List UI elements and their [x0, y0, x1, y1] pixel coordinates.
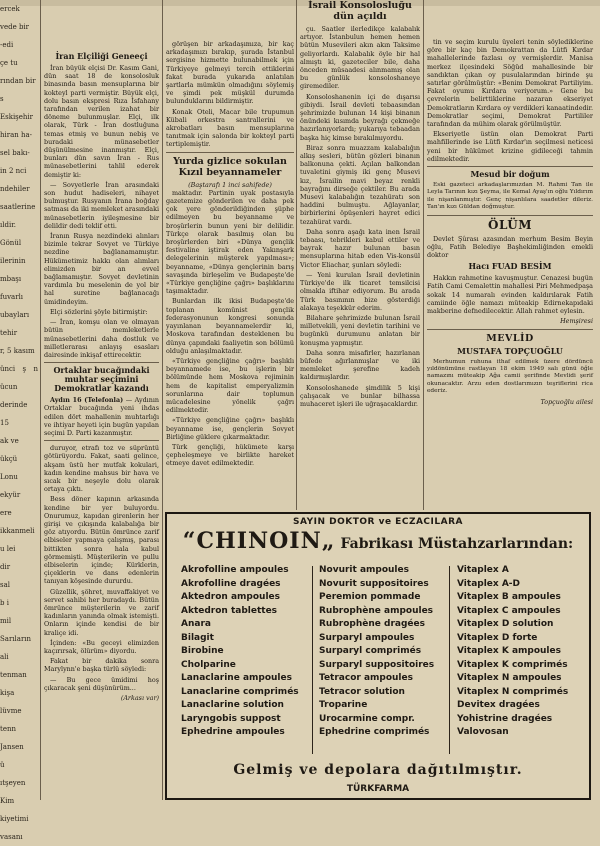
article-kirdar-election: [427, 38, 593, 163]
column-announcements: [427, 0, 593, 510]
ad-product-item: Bilagit: [181, 632, 214, 643]
mevlid-signature: Topçuoğlu ailesi: [540, 397, 593, 406]
ad-product-item: Surparyl ampoules: [319, 632, 415, 643]
paragraph: maktadır. Partinin uyak postasıyla gazetemize gönderilen ve daha pek çok yere gönderildiğinden şüphe edilmeyen bu beyanname ve broşürlerin bunun yeni bir delilidir. Türkçe olarak basılmış olan bu broşürlerden biri «Dünya gençlik festivaline iştirak eden Yakınşark delegelerinin müşterek yapılması»; beyanname, «Dünya gençlerinin barış savaşında birleşelim ve Budapeşte'de «Türkiye gençliğine çağrı» başlıklarını taşımaktadır.: [166, 188, 294, 296]
paragraph: Konak Oteli, Macar bile trupumun Kübali orkestra santrallerini ve akrobatları basın mensuplarına tanıtmak için salonda bir kokteyl parti tertiplemiştir.: [166, 107, 294, 149]
text-fragment: Jansen: [0, 743, 24, 751]
text-fragment: lüvme: [0, 707, 22, 715]
text-fragment: s: [0, 95, 4, 103]
mevlid-text: Merhumun ruhuna ithaf edilmek üzere dördüncü yıldönümüne rastlayan 18 ekim 1949 salı günü öğle namazını müteakip Ağa camii şerifinde Mevlidi şerif okunacaktır. Arzu eden dostlarımızın teşriflerini rica ederiz.: [427, 358, 593, 395]
paragraph: «Türkiye gençliğine çağrı» başlıklı beyanname ise, gençlerin Sovyet Birliğine güklere çıkarmaktadır.: [166, 416, 294, 441]
text-fragment: tenman: [0, 671, 27, 679]
ad-product-item: Vitaplex A: [457, 565, 509, 575]
paragraph: görüşen bir arkadaşımıza, bir kaç arkadaşımızı bırakıp, şurada İstanbul sergisine hizmette bulunabilmek için Türkiyeye gelmeyi tercih ettiklerini fakat burada yukarıda anlatılan şartlarla mümkün olmadığını söylemiş ve şimdi pek müşkül durumda bulunduklarını bildirmiştir.: [166, 40, 294, 106]
text-fragment: vede bir: [0, 23, 30, 31]
text-fragment: in 2 nci: [0, 167, 27, 175]
text-fragment: ilerinin: [0, 257, 26, 265]
ad-product-item: Akrofolline ampoules: [181, 565, 289, 575]
ad-product-item: Ephedrine ampoules: [181, 727, 285, 737]
ad-product-item: Vitaplex D forte: [457, 632, 538, 643]
text-fragment: ıldir. Gönül: [0, 221, 22, 247]
ad-product-item: Peremion pommade: [319, 592, 421, 602]
article-macar-troupe: [166, 40, 294, 149]
ad-product-item: Novurit ampoules: [319, 565, 409, 575]
ad-product-item: Laryngobis suppost: [181, 713, 281, 724]
text-fragment: ü: [0, 761, 5, 769]
headline-israel-consulate: İsrail Konsolosluğu dün açıldı: [308, 0, 412, 22]
ad-product-item: Vitaplex D solution: [457, 619, 554, 629]
ad-product-item: Vitaplex K ampoules: [457, 646, 561, 656]
death-notice-signature: Hemşiresi: [560, 317, 593, 326]
column-red-pamphlets: [166, 0, 294, 510]
chinoin-advertisement: [165, 512, 591, 800]
article-iran-embassy: [44, 64, 159, 359]
headline-ortaklar-election: Ortaklar bucağındaki muhtar seçimini Demokratlar kazandı: [53, 365, 150, 394]
paragraph: Fakat bir dakika sonra Marylynn'e başka türlü söyledi:: [44, 657, 159, 674]
paragraph: — Yeni kurulan İsrail devletinin Türkiye'de ilk ticaret temsilcisi olmakla iftihar ediyorum. Bu arada Türk basınının bize gösterdiği alakaya teşekkür ederim.: [300, 270, 420, 312]
text-fragment: tenn: [0, 725, 16, 733]
ad-product-item: Akrofolline dragées: [181, 578, 281, 589]
paragraph: — Sovyetlerle İran arasındaki son hudut hadiseleri, nihayet bulmuştur. Rusyanın İrana boğday satması da iki memleket arasındaki münasebetlerin iyileşmesine bir delildir dedi teklif etti.: [44, 180, 159, 230]
text-fragment: Kim: [0, 797, 15, 805]
headline-mevlid: MEVLİD: [486, 332, 534, 344]
ad-product-item: Anara: [181, 619, 211, 629]
paragraph: Bess döner kapının arkasında kendine bir yer buluyordu. Onurumuz, kapıdan girenlerin her girişi ve çıkışında kalabalığa bir göz atıyordu. Bütün ömrünce zarif elbiseler yapmaya çalışmış, parası bittikten sonra hala kabul görmemişti. Müşterilerin ve pullu elbiselerin içinde; Kürklerin, çiçeklerin ve dans edenlerin tanıyan köşesinde dururdu.: [44, 495, 159, 586]
text-fragment: fuvarlı: [0, 293, 24, 301]
ad-product-item: Vitaplex C ampoules: [457, 605, 561, 616]
ad-product-item: Devitex dragées: [457, 700, 540, 710]
ad-salutation: SAYIN DOKTOR ve ECZACILARA: [293, 517, 463, 527]
ad-product-item: Yohistrine dragées: [457, 713, 553, 724]
headline-engagement: Mesud bir doğum: [470, 169, 550, 180]
text-fragment: b i: [0, 599, 9, 607]
paragraph: Türk gençliği, hükümete karşı çepheleşmeye ve birlikte hareket etmeye davet edilmektedir.: [166, 442, 294, 468]
paragraph: — Bu gece ümidimi hoş çıkaracak şeni düşünürüm...: [44, 675, 159, 692]
paragraph: Ekseriyetle üstün olan Demokrat Parti mahfillerinde ise Lütfi Kırdar'ın seçilmesi neticesi yeni bir hükümet krizine gidileceği tahmin edilmektedir.: [427, 130, 593, 163]
ad-product-column-1: [181, 564, 309, 740]
text-fragment: çe tu: [0, 59, 18, 67]
ad-product-item: Birobine: [181, 646, 224, 656]
ad-product-item: Troparine: [319, 700, 368, 710]
article-serial-story: [44, 444, 159, 692]
mevlid-name: MUSTAFA TOPÇUOĞLU: [457, 345, 563, 356]
paragraph: Daha sonra misafirler, hazırlanan büfede ağırlanmışlar ve iki memleket şerefine kadeh kaldırmışlardır.: [300, 348, 420, 382]
headline-iran-embassy: İran Elçiliği Geneeçi: [55, 51, 148, 61]
paragraph: Biraz sonra muazzam kalabalığın alkış sesleri, bütün gözleri binanın balkonuna çekti. Açılan balkondan tuvaletini giymiş iki genç Musevi kız, İsrailin mavi beyaz renkli bayrağını dirseğe çektiler. Bu arada Musevi kalabalığın tezahüratı son haddini bulmuştu. Ağlayanlar, birbirlerini öpüşenleri hayret edici tezahürat vardı.: [300, 143, 420, 226]
text-fragment: -edi: [0, 41, 14, 49]
ad-product-item: Aktedron ampoules: [181, 592, 280, 602]
ad-product-item: Vitaplex N ampoules: [457, 673, 562, 683]
text-fragment: Sarıların: [0, 635, 32, 643]
column-iran-embassy: [44, 0, 159, 800]
text-fragment: ekyür: [0, 491, 21, 499]
continued-note: (Baştarafı 1 inci sahifede): [188, 180, 272, 189]
text-fragment: mbaşı: [0, 275, 22, 283]
ad-product-item: Surparyl comprimés: [319, 646, 422, 656]
paragraph: Konsoloshanede şimdilik 5 kişi çalışacak ve bunlar bilhassa muhaceret işleri ile uğraşacaklardır.: [300, 383, 420, 408]
ad-product-column-2: [319, 564, 445, 740]
ad-product-item: Tetracor ampoules: [319, 673, 413, 683]
column-israel-consulate: [300, 0, 420, 510]
ad-product-column-3: [457, 564, 583, 740]
ad-product-item: Valovosan: [457, 727, 509, 737]
ad-product-item: Surparyl suppositoires: [319, 659, 435, 670]
ad-brand: “CHINOIN„: [182, 528, 336, 554]
ad-product-list: [175, 564, 585, 754]
paragraph: İran büyük elçisi Dr. Kasım Gani, dün saat 18 de konsolosluk binasında basın mensuplarına bir kokteyl parti vermiştir. Büyük elçi, dolu basın ekspresi Rıza İsfahany tarafından verilen izahat bir döneme bulunmuşlar. Elçi, ilk olarak, Türk - İran dostluğuna temas etmiş ve bunun nebiş ve buradaki münasebetler düşünülmesine inanmıştır. Elçi, bunları dün savın İran - Rus münasebetlerini tahlil ederek demiştir ki:: [44, 64, 159, 179]
text-fragment: ak ve: [0, 437, 19, 445]
text-fragment: ali: [0, 653, 9, 661]
ad-brand-subtitle: Fabrikası Müstahzarlarından:: [340, 536, 574, 552]
text-fragment: vasanı: [0, 833, 23, 841]
text-fragment: ükçü: [0, 455, 18, 463]
text-fragment: hiran ha-: [0, 131, 33, 139]
engagement-text: Eski gazeteci arkadaşlarımızdan M. Rahmi Tan ile Leyla Tarının kızı Şeyma, ile Kemal Ayaş'ın oğlu Yıldırım ile nişanlanmıştır. Genç nişanlılara saadetler dileriz. Tan'ın kızı Güldan doğmuştur.: [427, 182, 593, 211]
ad-product-item: Vitaplex N comprimés: [457, 686, 569, 697]
ad-product-item: Urocarmine compr.: [319, 713, 415, 724]
text-fragment: saatlerine: [0, 203, 36, 211]
text-fragment: mil: [0, 617, 12, 625]
article-ortaklar-election: Aydın 16 (Telefonla) — Aydının Ortaklar bucağında yeni ihdas edilen dört mahallenin muhtarlığı ve ihtiyar heyeti için bugün yapılan seçimi D. Parti kazanmıştır.: [44, 396, 159, 437]
text-fragment: ikkanmeli: [0, 527, 35, 535]
ad-product-item: Lanaclarine ampoules: [181, 673, 292, 683]
text-fragment: ere: [0, 509, 12, 517]
text-fragment: tehir: [0, 329, 18, 337]
ad-product-item: Vitaplex A-D: [457, 578, 521, 589]
ad-product-item: Lanaclarine solution: [181, 700, 284, 710]
paragraph: Güzellik, şöhret, muvaffakiyet ve servet sahibi her buradaydı. Bütün ömrünce müşterilerin ve zarif kadınların yanında olmak istemişti. Onların içinde kendisi de bir kraliçe idi.: [44, 587, 159, 637]
text-fragment: rından bir: [0, 77, 36, 85]
text-fragment: u lei: [0, 545, 16, 553]
paragraph: İranın Rusya nezdindeki alınları bizimle tekrar Sovyet ve Türkiye nezdine bağlanamamıştır. Hükümetimiz hakkı olan alımları elimizden bir an evvel bağlamamıştır. Sovyet devletinin vardımla bu meselenin de yol bir hal suretine bağlanacağı ümidindeyim.: [44, 232, 159, 306]
ad-footer: Gelmiş ve depolara dağıtılmıştır.: [233, 762, 523, 778]
paragraph: Konsoloshanenin içi de dışarısı gibiydi. İsrail devleti tebaasından şehrimizde bulunan 14 kişi binanın önündeki kısımda beyrağı çekmeğe hazırlanıyorlardı; yukarıya tebaadan başka hiç kimse bırakılmıyordu.: [300, 92, 420, 142]
ad-distributor: TÜRKFARMA: [346, 784, 410, 794]
text-fragment: ercek: [0, 5, 20, 13]
column-rule: [40, 0, 41, 800]
article-israel-consulate: [300, 25, 420, 408]
text-fragment: sel bakı-: [0, 149, 30, 157]
ad-product-item: Rubrophène dragées: [319, 619, 425, 629]
headline-red-pamphlets: Yurda gizlice sokulan Kızıl beyannameler: [173, 155, 287, 178]
ad-product-item: Vitaplex B ampoules: [457, 592, 561, 602]
ad-product-item: Novurit suppositoires: [319, 578, 429, 589]
text-fragment: Lonu: [0, 473, 18, 481]
text-fragment: kişa: [0, 689, 15, 697]
death-notice-intro: Devlet Şûrası azasından merhum Besim Beyin oğlu, Fatih Belediye Başhekimliğinden emekli doktor: [427, 234, 593, 260]
text-fragment: ndehiler: [0, 185, 30, 193]
paragraph: İçinden: «Bu geceyi elimizden kaçırırsak, ölürüm» diyordu.: [44, 638, 159, 655]
ad-product-item: Lanaclarine comprimés: [181, 686, 299, 697]
text-fragment: kiyetimi: [0, 815, 29, 823]
text-fragment: sal: [0, 581, 11, 589]
paragraph: Daha sonra aşağı kata inen İsrail tebaası, tebrikleri kabul ettiler ve bayrak hazır bulunan basın mensuplarına hitab eden Vis-konsül Victor Eliachar, şunları söyledi:: [300, 227, 420, 269]
ad-title: [167, 528, 589, 554]
serial-signoff: (Arkası var): [120, 694, 159, 703]
text-fragment: ubayları: [0, 311, 30, 319]
ad-product-item: Vitaplex K comprimés: [457, 659, 568, 670]
ad-product-item: Rubrophène ampoules: [319, 605, 434, 616]
paragraph: Bilahare şehrimizde bulunan İsrail milletvekili, yeni devletin tarihini ve bugünkü durumunu anlatan bir konuşma yapmıştır.: [300, 313, 420, 347]
paragraph: tin ve seçim kurulu üyeleri tenin söylediklerine göre bir kaç bin Demokrattan da Lütfi Kırdar mahallelerinde fazlası oy vermişlerdir. Manisa merkez ilçesindeki Söğüd mahallesinde bir sandıktan çıkan oy pusulalarından birinde şu satırlar görülmüştür: «Benim Demokrat Partiliyim. Fakat oyumu Kırdara veriyorum.» Gene bu çevrelerin belirttiklerine nazaran ekseriyet Demokratların Kırdara oy verdikleri kanaatindedir. Demokratlar seçimi, Demokrat Partililer tarafından da mühim olarak görülmüştür.: [427, 38, 593, 129]
paragraph: «Türkiye gençliğine çağrı» başlıklı beyannamede ise, bu işlerin bir bölümünde hem Moskova rejiminin hem de kapitalist emperyalizmin sorunlarına dair toplumun mücadelesine yönelik çağrı edilmektedir.: [166, 356, 294, 415]
text-fragment: ünci ş n ücun: [0, 365, 38, 391]
text-fragment: dir: [0, 563, 11, 571]
paragraph: duruyor, etrafı toz ve süprüntü götürüyordu. Fakat, saati gelince, akşam üstü her mutfak kokulari, kadın kendine mahsus bir hava ve sıcak bir neşeyle dolu olarak ortaya çıktı.: [44, 444, 159, 494]
article-red-pamphlets: [166, 189, 294, 468]
ad-product-item: Aktedron tablettes: [181, 605, 278, 616]
text-fragment: ıtşeyen: [0, 779, 26, 787]
text-fragment: r, 5 kasım: [0, 347, 35, 355]
text-fragment: derinde 15: [0, 401, 28, 427]
ad-product-item: Tetracor solution: [319, 686, 405, 697]
text-fragment: Eskişehir: [0, 113, 34, 121]
paragraph: Elçi sözlerini şöyle bitirmiştir:: [50, 307, 148, 316]
paragraph: Bunlardan ilk ikisi Budapeşte'de toplanan komünist gençlik federasyonunun kongresi sonunda yayınlanan beyannamelerdir ki, Moskova tarafından desteklenen bu dünya çapındaki faaliyetin son bölümü olduğu anlaşılmaktadır.: [166, 297, 294, 355]
paragraph: — İran, komşu olan ve olmayan bütün memleketlerle münasebetlerini daha dostluk ve milletlerarası anlayış esasları dairesinde inkişaf ettirecektir.: [44, 318, 159, 359]
ad-product-item: Cholparine: [181, 659, 236, 670]
column-left-edge: [0, 0, 38, 841]
paragraph: çu. Saatler ilerledikçe kalabalık artıyor. İstanbulun hemen hemen bütün Musevileri akın akın Taksime geliyorlardı. Kalabalık öyle bir hal almıştı ki, gazeteciler bile, daha önceden müsaadesi alınmamış olan bu günlük konsoloshaneye giremediler.: [300, 25, 420, 91]
death-notice-text: Hakkın rahmetine kavuşmuştur. Cenazesi bugün Fatih Cami Cemalettin mahallesi Piri Mehmedpaşa sokak 14 numaralı evinden kaldırılarak Fatih camiinde öğle namazı müteakip Edirnekapıdaki makberine defnedilecektir. Allah rahmet eylesin.: [427, 274, 593, 316]
death-notice-name: Hacı FUAD BESİM: [468, 261, 552, 272]
ad-product-item: Ephedrine comprimés: [319, 727, 430, 737]
headline-death: ÖLÜM: [488, 217, 532, 232]
